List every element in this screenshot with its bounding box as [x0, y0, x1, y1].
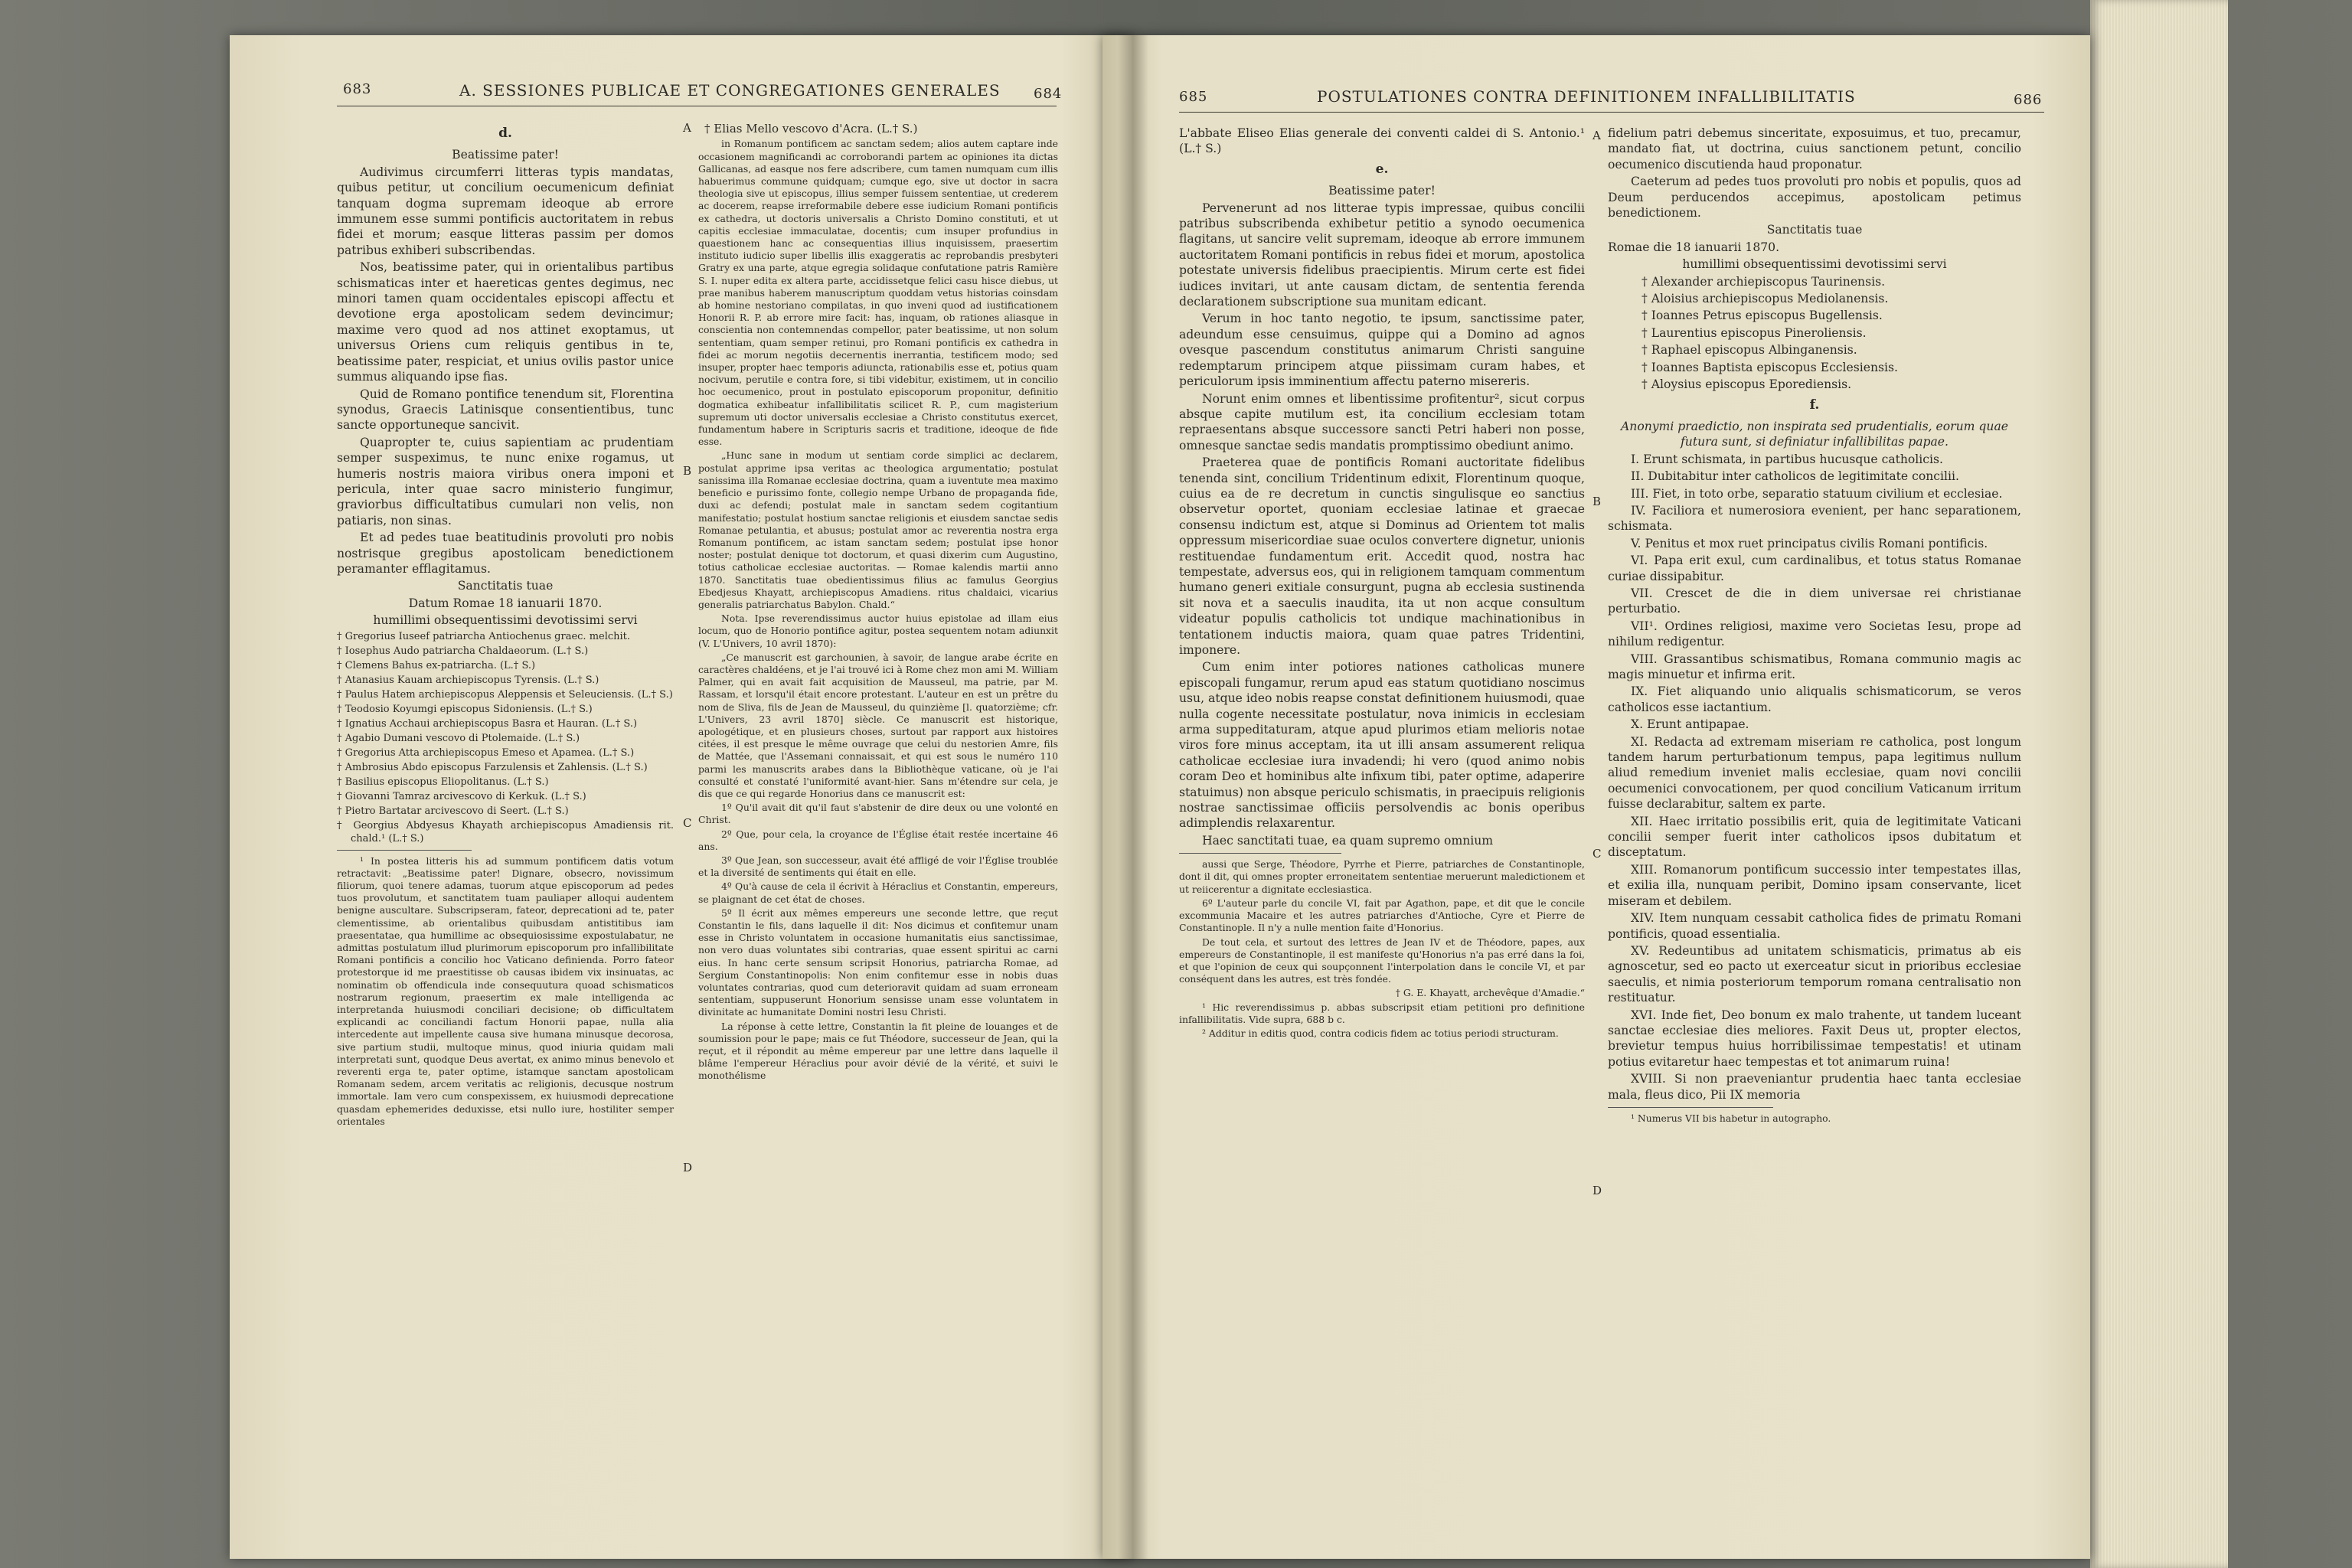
humble-line: humillimi obsequentissimi devotissimi servi — [1682, 257, 1947, 272]
paragraph: Quid de Romano pontifice tenendum sit, Florentina synodus, Graecis Latinisque consentientibus, tunc sancte opportuneque sancivit. — [337, 387, 674, 433]
margin-marker-b: B — [1592, 495, 1602, 508]
list-item: IV. Faciliora et numerosiora evenient, per hanc separationem, schismata. — [1608, 503, 2021, 534]
date-line: Datum Romae 18 ianuarii 1870. — [408, 596, 603, 610]
footnote: 6º L'auteur parle du concile VI, fait par Agathon, pape, et dit que le concile excommunia Macaire et les autres patriarches d'Antioche, Cyre et Pierre de Constantinople. Il n'y a nulle mention faite d'Honorius. — [1179, 897, 1585, 934]
signatory: † Ignatius Acchaui archiepiscopus Basra et Hauran. (L.† S.) — [337, 717, 638, 730]
header-rule — [1179, 112, 2044, 113]
list-item: II. Dubitabitur inter catholicos de legitimitate concilii. — [1631, 469, 1959, 484]
humble-line: humillimi obsequentissimi devotissimi servi — [373, 613, 638, 628]
footnote: † G. E. Khayatt, archevêque d'Amadie.“ — [1395, 987, 1585, 999]
footnote: ² Additur in editis quod, contra codicis fidem ac totius periodi structuram. — [1202, 1027, 1559, 1039]
signatory: † Teodosio Koyumgi episcopus Sidoniensis. (L.† S.) — [337, 703, 593, 715]
signatory: † Clemens Bahus ex-patriarcha. (L.† S.) — [337, 659, 536, 671]
book-spine-shadow — [1118, 35, 1148, 1559]
list-item: V. Penitus et mox ruet principatus civilis Romani pontificis. — [1631, 536, 1988, 550]
signatory: † Agabio Dumani vescovo di Ptolemaide. (L.† S.) — [337, 732, 580, 744]
greeting: Beatissime pater! — [452, 148, 559, 162]
signatory: † Pietro Bartatar arcivescovo di Seert. (L.† S.) — [337, 805, 569, 817]
section-letter: e. — [1375, 161, 1389, 177]
signatory: † Atanasius Kauam archiepiscopus Tyrensis. (L.† S.) — [337, 674, 599, 686]
right-page — [1102, 35, 2090, 1559]
section-letter: f. — [1809, 397, 1820, 413]
paragraph: Praeterea quae de pontificis Romani auctoritate fidelibus tenenda sint, concilium Tridentinum edixit, Florentinum quoque, cuius ea de re decretum in cunctis singulisque eo sanctius observetur oportet, quoniam ecclesiae latinae et graecae consensu indictum est, atque si Dominus ad Orientem tot malis oppressum misericordiae suae oculos convertere dignetur, unionis restituendae fundamentum erit. Accedit quod, nostra hac tempestate, adversus eos, qui in religionem tamquam commentum humano generi exitiale consurgunt, pugna ab ecclesia sustinenda sit nova et a saeculis inaudita, ita ut non acque consultum videatur populis catholicis tot undique machinationibus in tentationem inductis maiora, quam quae patres Tridentini, imponere. — [1179, 456, 1585, 657]
running-title: A. SESSIONES PUBLICAE ET CONGREGATIONES GENERALES — [459, 81, 1001, 100]
page-edge-stack — [2090, 0, 2228, 1568]
footnote: De tout cela, et surtout des lettres de Jean IV et de Théodore, papes, aux empereurs de Constantinople, il est manifeste qu'Honorius n'a pas erré dans la foi, et que l'opinion de ceux qui soupçonnent l'interpolation dans le concile VI, et par conséquent dans les autres, est très fondée. — [1179, 936, 1585, 985]
footnote-paragraph: in Romanum pontificem ac sanctam sedem; alios autem captare inde occasionem magnificandi ac corroborandi partem ac opiniones ita dictas Gallicanas, ad easque nos fere adscribere, cum tamen numquam cum illis habuerimus commune quidquam; cumque ego, sive ut doctor in sacra theologia sive ut episcopus, illius semper fuissem sententiae, ut crederem ac docerem, reapse irreformabile debere esse iudicium Romani pontificis ex cathedra, ut doctoris universalis a Christo Domino constituti, et ut capitis ecclesiae immaculatae, docentis; cum insuper profundius in quaestionem hanc ac consequentias illius inquisissem, praesertim instituto iudicio super libellis illis exaggeratis ac reprobandis presbyteri Gratry ex una parte, atque egregia solidaque confutatione patris Ramière S. I. nuper edita ex altera parte, accidissetque felici casu hisce diebus, ut prae manibus haberem manuscriptum quoddam vetus historias coinsdam ab homine nestoriano compilatas, in quo inveni quod ad iustificationem Honorii R. P. ab errore mire facit: has, inquam, ob rationes aliasque in conscientia non contemnendas compellor, pater beatissime, ut non solum sententiam, quam semper retinui, pro Romani pontificis ex cathedra in fidei ac morum negotiis decernentis inerrantia, testificem modo; sed insuper, propter haec temporis adiuncta, rationabilis esse et, potius quam nocivum, perutile e contra fore, si tibi videbitur, existimem, ut in concilio hoc oecumenico, prout in postulato episcoporum proponitur, definitio dogmatica exhibeatur infallibilitatis scilicet R. P., cum magisterium supremum uti doctor universalis ecclesiae a Christo constitutus exercet, fundamentum habere in Scripturis sacris et traditione, ideoque de fide esse. — [698, 138, 1058, 448]
signer-line: † Elias Mello vescovo d'Acra. (L.† S.) — [704, 122, 918, 136]
list-item: I. Erunt schismata, in partibus hucusque catholicis. — [1631, 452, 1943, 466]
page-number-left: 683 — [343, 81, 372, 97]
left-column-2 — [698, 121, 1058, 1084]
paragraph: Audivimus circumferri litteras typis mandatas, quibus petitur, ut concilium oecumenicum definiat tanquam dogma supremam ideoque ab errore immunem esse summi pontificis auctoritatem in rebus fidei et morum; easque litteras passim per domos patribus exhiberi subscribendas. — [337, 165, 674, 257]
signatory: † Basilius episcopus Eliopolitanus. (L.† S.) — [337, 776, 549, 788]
footnote-paragraph: La réponse à cette lettre, Constantin la fit pleine de louanges et de soumission pour le pape; mais ce fut Théodore, successeur de Jean, qui la reçut, et il répondit au même empereur par une lettre dans laquelle il blâme l'empereur Héraclius pour avoir dévié de la vérité, et suivi le monothélisme — [698, 1020, 1058, 1082]
right-column-1 — [1179, 126, 1585, 1041]
footnote: ¹ Numerus VII bis habetur in autographo. — [1631, 1112, 1831, 1124]
list-item: XVIII. Si non praeveniantur prudentia haec tanta ecclesiae mala, fleus dico, Pii IX memoria — [1608, 1072, 2021, 1102]
footnote-paragraph: „Ce manuscrit est garchounien, à savoir, de langue arabe écrite en caractères chaldéens, et je l'ai trouvé ici à Rome chez mon ami M. William Palmer, qui en avait fait acquisition de Mausseul, ma patrie, par M. Rassam, et lorsqu'il était encore protestant. L'auteur en est un prêtre du nom de Sliva, fils de Jean de Mausseul, du quinzième [l. quatorzième; cfr. L'Univers, 23 avril 1870] siècle. Ce manuscrit est historique, apologétique, et en plusieurs choses, surtout par rapport aux histoires citées, il est presque le même ouvrage que celui du nestorien Amre, fils de Mattée, que l'Assemani connaissait, et qui est sous le numéro 110 parmi les manuscrits arabes dans la Bibliothèque vaticane, où je l'ai consulté et constaté l'uniformité avant-hier. Sans m'étendre sur cela, je dis que ce qui regarde Honorius dans ce manuscrit est: — [698, 651, 1058, 799]
footnote-paragraph: „Hunc sane in modum ut sentiam corde simplici ac declarem, postulat apprime ipsa veritas ac theologica argumentatio; postulat sanissima illa Romanae ecclesiae doctrina, quam a iuventute mea maximo beneficio e purissimo fonte, collegio nempe Urbano de propaganda fide, duxi ac defendi; postulat male in sanctam sedem cogitantium manifestatio; postulat hostium sanctae religionis et eiusdem sanctae sedis Romanae petulantia, et abusus; postulat amor ac reverentia nostra erga Romanum pontificem, ac istam sanctam sedem; postulat ipse honor noster; postulat denique tot doctorum, et quasi dixerim cum Augustino, totius catholicae ecclesiae auctoritas. — Romae kalendis martii anno 1870. Sanctitatis tuae obedientissimus filius ac famulus Georgius Ebedjesus Khayatt, archiepiscopus Amadiens. ritus chaldaici, vicarius generalis patriarchatus Babylon. Chald.“ — [698, 449, 1058, 610]
section-subtitle: Anonymi praedictio, non inspirata sed prudentialis, eorum quae futura sunt, si definiatur infallibilitas papae. — [1621, 419, 2008, 449]
paragraph: Nos, beatissime pater, qui in orientalibus partibus schismaticas inter et haereticas gentes degimus, nec minori tamen quam occidentales episcopi affectu et devotione erga apostolicam sedem devincimur; maxime vero quod ad nos attinet exoptamus, ut universus Oriens cum reliquis gentibus in te, beatissime pater, respiciat, et unius ovilis pastor unice summus aliquando ipse fias. — [337, 260, 674, 384]
signatory: † Gregorius Iuseef patriarcha Antiochenus graec. melchit. — [337, 630, 631, 642]
margin-marker-c: C — [683, 816, 692, 830]
footnote-paragraph: 5º Il écrit aux mêmes empereurs une seconde lettre, que reçut Constantin le fils, dans laquelle il dit: Nos dicimus et confitemur unam esse in Christo voluntatem in occasione humanitatis eius sanctissimae, non vero duas voluntates sibi contrarias, quae essent spiritui ac carni eius. In hanc certe sensum scripsit Honorius, patriarcha Romae, ad Sergium Constantinopolis: Non enim confitemur esse in nobis duas voluntates contrarias, quod cum deterioravit quidam ad suam erroneam sententiam, suppuserunt Honorium sensisse unam esse voluntatem in divinitate ac humanitate Domini nostri Iesu Christi. — [698, 906, 1058, 1018]
margin-marker-b: B — [683, 464, 692, 478]
signatory: † Iosephus Audo patriarcha Chaldaeorum. (L.† S.) — [337, 645, 589, 657]
signatory: † Paulus Hatem archiepiscopus Aleppensis et Seleuciensis. (L.† S.) — [337, 688, 673, 701]
signer-line: L'abbate Eliseo Elias generale dei conventi caldei di S. Antonio.¹ (L.† S.) — [1179, 126, 1585, 156]
list-item: XI. Redacta ad extremam miseriam re catholica, post longum tandem harum perturbationum tempus, papa legitimus nullum aliud remedium inveniet malis ecclesiae, quam novi concilii oecumenici convocationem, per quod concilium Vaticanum irritum fuisse declarabitur, saltem ex parte. — [1608, 734, 2021, 812]
footnote-paragraph: Nota. Ipse reverendissimus auctor huius epistolae ad illam eius locum, quo de Honorio pontifice agitur, postea sequentem notam adiunxit (V. L'Univers, 10 avril 1870): — [698, 612, 1058, 649]
page-number-left: 685 — [1179, 89, 1208, 105]
list-item: VII. Crescet de die in diem universae rei christianae perturbatio. — [1608, 586, 2021, 616]
list-item: XIV. Item nunquam cessabit catholica fides de primatu Romani pontificis, quoad essentialia. — [1608, 911, 2021, 941]
signatory: † Aloisius archiepiscopus Mediolanensis. — [1642, 292, 1889, 306]
signatory: † Ioannes Baptista episcopus Ecclesiensis. — [1642, 360, 1898, 374]
footnote-paragraph: 2º Que, pour cela, la croyance de l'Église était restée incertaine 46 ans. — [698, 828, 1058, 852]
margin-marker-a: A — [683, 121, 691, 135]
list-item: VI. Papa erit exul, cum cardinalibus, et totus status Romanae curiae dissipabitur. — [1608, 554, 2021, 583]
closing: Sanctitatis tuae — [457, 579, 554, 593]
paragraph: Verum in hoc tanto negotio, te ipsum, sanctissime pater, adeundum esse censuimus, quippe qui a Domino ad agnos ovesque pascendum constitutus animarum Christi sanguine redemptarum principem atque piissimam curam habes, et periculorum ipsis imminentium affectu paterno misereris. — [1179, 312, 1585, 389]
paragraph: Caeterum ad pedes tuos provoluti pro nobis et populis, quos ad Deum perducendos accepimus, apostolicam petimus benedictionem. — [1608, 175, 2021, 220]
left-page — [230, 35, 1133, 1559]
margin-marker-d: D — [1592, 1184, 1602, 1197]
section-letter: d. — [498, 126, 512, 141]
right-column-2 — [1608, 126, 2021, 1126]
paragraph: Cum enim inter potiores nationes catholicas munere episcopali fungamur, rerum apud eas statum quotidiano noscimus usu, atque ideo nobis reapse constat definitionem huiusmodi, quae nulla cogente necessitate postulatur, nova inimicis in ecclesiam arma suppeditaturam, atque apud plurimos etiam melioris notae viros fore minus acceptam, ita ut illi ansam assumerent reliqua catholicae ecclesiae iura invadendi; hi vero (quod animo nobis coram Deo et hominibus alte infixum tibi, pater optime, adaperire statuimus) non absque periculo schismatis, in praecipuis religionis nostrae sanctissimae officiis persolvendis ac bonis operibus adimplendis relaxarentur. — [1179, 660, 1585, 831]
paragraph: Norunt enim omnes et libentissime profitentur², sicut corpus absque capite mutilum est, ita concilium ecclesiam totam repraesentans absque successore sancti Petri haberi non posse, omnesque sanctae sedis mandatis promptissimo obediunt animo. — [1179, 391, 1585, 452]
signatory: † Ioannes Petrus episcopus Bugellensis. — [1642, 309, 1883, 323]
signatory: † Ambrosius Abdo episcopus Farzulensis et Zahlensis. (L.† S.) — [337, 761, 648, 773]
date-line: Romae die 18 ianuarii 1870. — [1608, 240, 1780, 254]
signatory: † Alexander archiepiscopus Taurinensis. — [1642, 274, 1886, 289]
paragraph: Pervenerunt ad nos litterae typis impressae, quibus concilii patribus subscribenda exhibetur petitio a synodo oecumenica flagitans, ut sancire velit supremam, ideoque ab errore immunem auctoritatem Romani pontificis in rebus fidei et morum, apostolica potestate universis fidelibus praecipientis. Mirum certe est fidei iudices invitari, ut ante causam dictam, de sententia ferenda declarationem subscriptione sua munitam edicant. — [1179, 201, 1585, 309]
running-title: POSTULATIONES CONTRA DEFINITIONEM INFALLIBILITATIS — [1317, 87, 1856, 106]
list-item: XIII. Romanorum pontificum successio inter tempestates illas, et exilia illa, nunquam peribit, Domino ipsam conservante, licet miseram et debilem. — [1608, 862, 2021, 908]
margin-marker-d: D — [683, 1161, 693, 1174]
signatory: † Georgius Abdyesus Khayath archiepiscopus Amadiensis rit. chald.¹ (L.† S.) — [337, 819, 674, 844]
margin-marker-c: C — [1592, 847, 1602, 861]
closing: Sanctitatis tuae — [1766, 223, 1863, 237]
footnote-rule — [1179, 853, 1341, 854]
list-item: IX. Fiet aliquando unio aliqualis schismaticorum, se veros catholicos esse iactantium. — [1608, 684, 2021, 714]
signatory: † Giovanni Tamraz arcivescovo di Kerkuk. (L.† S.) — [337, 790, 586, 802]
left-column-1 — [337, 121, 674, 1129]
paragraph: Haec sanctitati tuae, ea quam supremo omnium — [1202, 833, 1494, 848]
list-item: XII. Haec irritatio possibilis erit, quia de legitimitate Vaticani concilii semper fuerit inter catholicos ipsos dubitatum et disceptatum. — [1608, 814, 2021, 860]
signatory: † Laurentius episcopus Pineroliensis. — [1642, 325, 1867, 340]
footnote: aussi que Serge, Théodore, Pyrrhe et Pierre, patriarches de Constantinople, dont il dit, qui omnes propter erroneitatem sententiae meruerunt maledictionem et ut reiicerentur a dignitate ecclesiastica. — [1179, 858, 1585, 895]
paragraph: Quapropter te, cuius sapientiam ac prudentiam semper suspeximus, te nunc enixe rogamus, ut humeris nostris maiora viribus onera imponi et pericula, inter quae sacro ministerio fungimur, graviorbus difficultatibus cumulari non velis, non patiaris, non sinas. — [337, 435, 674, 528]
page-number-right: 684 — [1034, 86, 1063, 102]
footnote-paragraph: 4º Qu'à cause de cela il écrivit à Héraclius et Constantin, empereurs, se plaignant de cet état de choses. — [698, 880, 1058, 905]
list-item: XV. Redeuntibus ad unitatem schismaticis, primatus ab eis agnoscetur, sed eo pacto ut exerceatur sicut in prioribus ecclesiae saeculis, et nimia posteriorum temporum romana centralisatio non restituatur. — [1608, 943, 2021, 1005]
signatory: † Raphael episcopus Albinganensis. — [1642, 343, 1857, 358]
paragraph: Et ad pedes tuae beatitudinis provoluti pro nobis nostrisque gregibus apostolicam benedictionem peramanter efflagitamus. — [337, 531, 674, 576]
margin-marker-a: A — [1592, 129, 1601, 142]
page-number-right: 686 — [2014, 92, 2043, 108]
footnote-rule — [337, 850, 472, 851]
greeting: Beatissime pater! — [1328, 184, 1436, 198]
footnote-paragraph: 3º Que Jean, son successeur, avait été affligé de voir l'Église troublée et la diversité de sentiments qui était en elle. — [698, 854, 1058, 879]
list-item: VII¹. Ordines religiosi, maxime vero Societas Iesu, prope ad nihilum redigentur. — [1608, 619, 2021, 649]
footnote: ¹ In posteа litteris his ad summum pontificem datis votum retractavit: „Beatissime pater! Dignare, obsecro, novissimum filiorum, quoi tenere adamas, tuorum atque episcoporum ad pedes tuos provolutum, et sanctitatem tuam pauliaper alloqui audentem benigne auscultare. Subscripseram, fateor, deprecationi ad te, pater clementissime, ab orientalibus quibusdam antistitibus iam praesentatae, qua humillime ac obsequiosissime expostulabatur, ne admittas postulatum illud plurimorum episcoporum pro infallibilitate Romani pontificis a concilio hoc Vaticano definienda. Porro fateor protestorque id me praestitisse ob causas ibidem vix insinuatas, ac nominatim ob offendicula inde consequutura quoad schismaticos nostrarum regionum, praesertim ex male intelligenda ac interpretanda huiusmodi conciliari decisione; ob difficultatem explicandi ac conciliandi factum Honorii papae, nulla alia intercedente aut impellente causa sive humana minusque decorosa, sive partium studii, multoque minus, quod iniuria quidam mali interpretati sunt, quodque Deus avertat, ex animo minus benevolo et reverenti erga te, pater optime, istamque sanctam apostolicam Romanam sedem, arcem veritatis ac religionis, decusque nostrum immortale. Iam vero cum conspexissem, ex huiusmodi deprecatione quasdam ephemerides deduxisse, etsi nullo iure, hostiliter semper orientales — [337, 854, 674, 1127]
signatory: † Gregorius Atta archiepiscopus Emeso et Apamea. (L.† S.) — [337, 746, 635, 759]
list-item: VIII. Grassantibus schismatibus, Romana communio magis ac magis minuetur et infirma erit. — [1608, 652, 2021, 681]
list-item: X. Erunt antipapae. — [1631, 717, 1749, 732]
list-item: XVI. Inde fiet, Deo bonum ex malo trahente, ut tandem luceant sanctae ecclesiae dies meliores. Faxit Deus ut, propter electos, brevietur tempus huius horribilissimae tempestatis! et utinam potius evitaretur haec tempestas et tot animarum ruina! — [1608, 1008, 2021, 1069]
footnote-paragraph: 1º Qu'il avait dit qu'il faut s'abstenir de dire deux ou une volonté en Christ. — [698, 802, 1058, 826]
footnote-rule — [1608, 1107, 1773, 1108]
paragraph: fidelium patri debemus sinceritate, exposuimus, et tuo, precamur, mandato fiat, ut doctrina, cuius sanctionem petunt, concilio oecumenico discutienda haud proponatur. — [1608, 126, 2021, 172]
list-item: III. Fiet, in toto orbe, separatio statuum civilium et ecclesiae. — [1631, 486, 2003, 501]
signatory: † Aloysius episcopus Eporediensis. — [1642, 377, 1852, 392]
footnote: ¹ Hic reverendissimus p. abbas subscripsit etiam petitioni pro definitione infallibilitatis. Vide supra, 688 b c. — [1179, 1001, 1585, 1025]
